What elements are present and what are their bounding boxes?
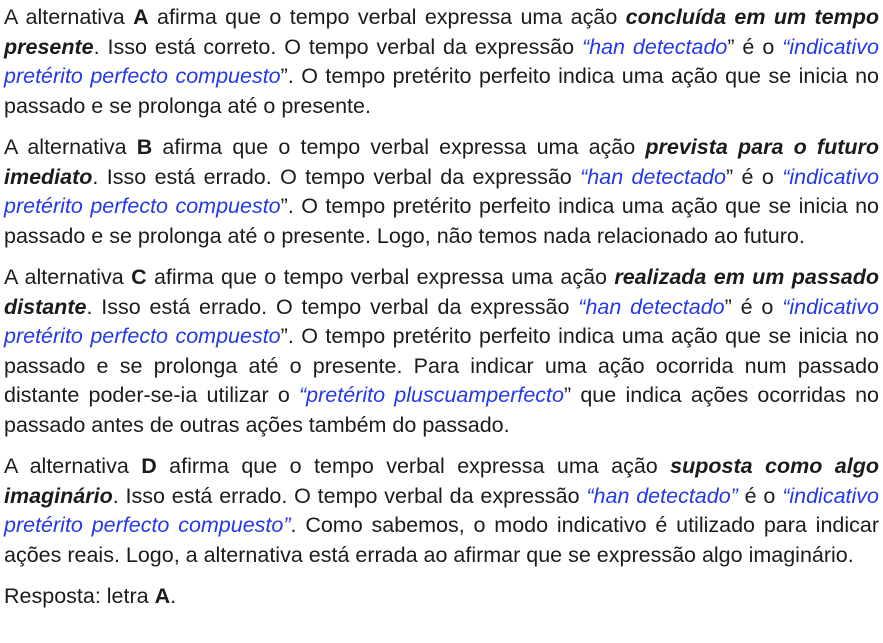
- text-run: suposta como algo imaginário: [4, 454, 879, 508]
- text-run: ” é o: [727, 34, 783, 59]
- text-run: Resposta: letra: [4, 584, 155, 608]
- paragraph: [4, 263, 879, 440]
- text-run: afirma que o tempo verbal expressa uma ação: [148, 5, 626, 29]
- text-run: ” que indica ações ocorridas no passado antes de outras ações também do passado.: [4, 383, 879, 437]
- text-run: ”. O tempo pretérito perfeito indica uma ação que se inicia no passado e se prolonga até o presente. Para indicar uma ação ocorrida num passado distante poder-se-ia utilizar o: [4, 324, 879, 407]
- text-run: C: [131, 265, 147, 289]
- text-run: “pretérito pluscuamperfecto: [299, 383, 564, 407]
- text-run: .: [170, 584, 177, 608]
- text-run: realizada em um passado distante: [4, 265, 880, 319]
- paragraph: [4, 582, 879, 612]
- text-run: “han detectado”: [586, 483, 738, 508]
- text-run: “indicativo pretérito perfecto compuesto”: [4, 483, 879, 537]
- text-run: A: [154, 584, 171, 608]
- text-run: prevista para o futuro imediato: [4, 135, 879, 189]
- text-run: “indicativo pretérito perfecto compuesto: [4, 164, 879, 218]
- text-run: afirma que o tempo verbal expressa uma ação: [146, 265, 615, 289]
- text-run: “indicativo pretérito perfecto compuesto: [4, 294, 879, 348]
- text-run: . Isso está errado. O tempo verbal da expressão: [86, 294, 579, 319]
- text-run: concluída em um tempo presente: [4, 5, 879, 59]
- text-run: afirma que o tempo verbal expressa uma ação: [156, 454, 671, 478]
- text-run: A alternativa: [4, 265, 132, 289]
- text-run: A alternativa: [4, 5, 134, 29]
- text-run: . Isso está errado. O tempo verbal da expressão: [112, 483, 587, 508]
- text-run: D: [141, 454, 157, 478]
- text-run: “han detectado: [581, 34, 728, 59]
- text-run: é o: [737, 483, 783, 508]
- document-body: [4, 3, 879, 612]
- paragraph: [4, 452, 879, 570]
- paragraph: [4, 3, 879, 121]
- text-run: “han detectado: [578, 294, 725, 319]
- text-run: ” é o: [725, 164, 783, 189]
- text-run: ” é o: [724, 294, 783, 319]
- text-run: “han detectado: [580, 164, 726, 189]
- text-run: afirma que o tempo verbal expressa uma ação: [152, 135, 646, 159]
- text-run: ”. O tempo pretérito perfeito indica uma ação que se inicia no passado e se prolonga até o presente. Logo, não temos nada relacionado ao futuro.: [4, 194, 879, 248]
- text-run: A: [133, 5, 149, 29]
- text-run: . Isso está errado. O tempo verbal da expressão: [92, 164, 581, 189]
- text-run: A alternativa: [4, 135, 137, 159]
- text-run: A alternativa: [4, 454, 142, 478]
- text-run: “indicativo pretérito perfecto compuesto: [4, 34, 879, 88]
- text-run: . Como sabemos, o modo indicativo é utilizado para indicar ações reais. Logo, a alternativa está errada ao afirmar que se expressão algo imaginário.: [4, 513, 879, 567]
- text-run: . Isso está correto. O tempo verbal da expressão: [93, 34, 582, 59]
- text-run: ”. O tempo pretérito perfeito indica uma ação que se inicia no passado e se prolonga até o presente.: [4, 64, 879, 118]
- text-run: B: [136, 135, 153, 159]
- paragraph: [4, 133, 879, 251]
